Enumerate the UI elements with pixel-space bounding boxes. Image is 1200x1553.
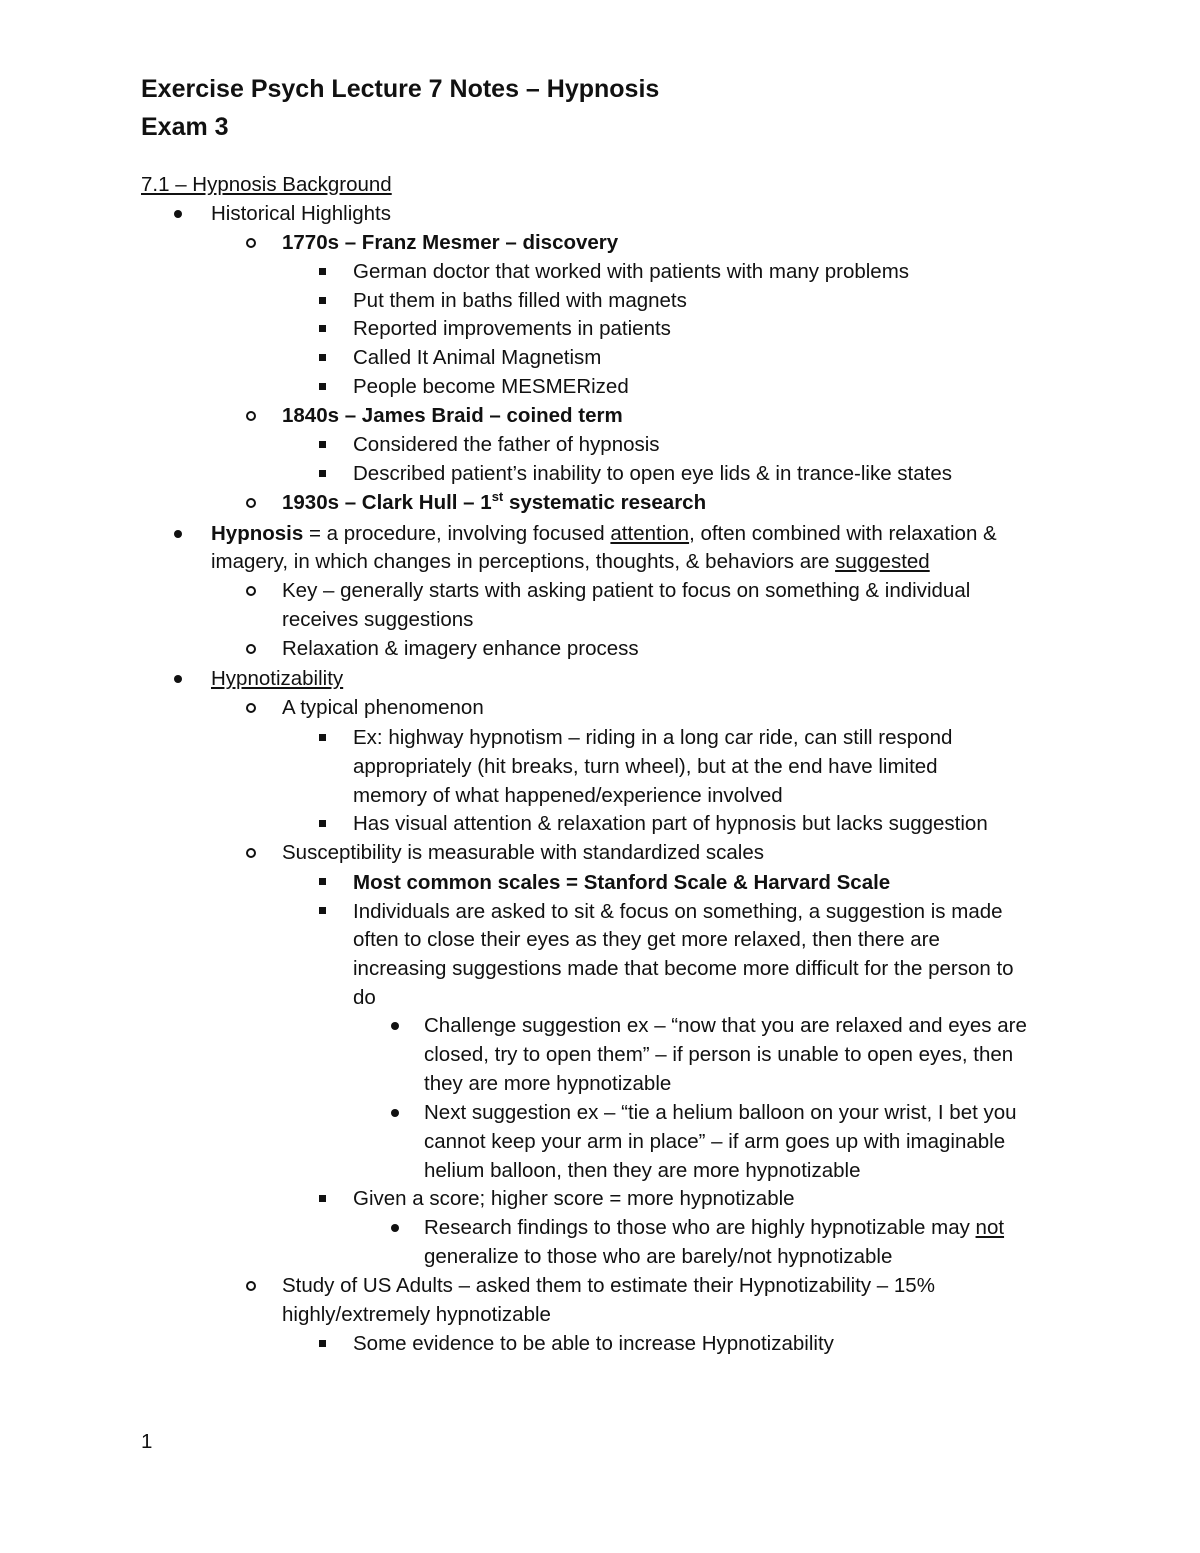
score-item: Given a score; higher score = more hypnotizable [353, 1187, 795, 1210]
bullet-square [319, 470, 326, 477]
bullet-disc [391, 1109, 399, 1117]
document-subtitle: Exam 3 [141, 113, 229, 141]
bullet-square [319, 268, 326, 275]
hypnotizability-label: Hypnotizability [211, 667, 344, 690]
braid-title: 1840s – James Braid – coined term [282, 404, 623, 427]
bullet-circle [246, 848, 256, 858]
study-line-1: Study of US Adults – asked them to estimate their Hypnotizability – 15% [282, 1274, 935, 1297]
challenge-line-1: Challenge suggestion ex – “now that you are relaxed and eyes are [424, 1014, 1027, 1037]
common-scales-item: Most common scales = Stanford Scale & Harvard Scale [353, 871, 891, 894]
list-item: Reported improvements in patients [353, 317, 671, 340]
relaxation-item: Relaxation & imagery enhance process [282, 637, 639, 660]
bullet-disc [391, 1224, 399, 1232]
example-line-2: appropriately (hit breaks, turn wheel), but at the end have limited [353, 755, 938, 778]
example-line-1: Ex: highway hypnotism – riding in a long car ride, can still respond [353, 726, 953, 749]
list-item: People become MESMERized [353, 375, 629, 398]
typical-phenomenon: A typical phenomenon [282, 696, 484, 719]
hull-title: 1930s – Clark Hull – 1st systematic research [282, 489, 707, 514]
bullet-disc [174, 675, 182, 683]
historical-highlights-label: Historical Highlights [211, 202, 392, 225]
individuals-line-2: often to close their eyes as they get more relaxed, then there are [353, 928, 940, 951]
bullet-circle [246, 644, 256, 654]
hypnosis-definition-line-2: imagery, in which changes in perceptions, thoughts, & behaviors are suggested [211, 550, 930, 573]
individuals-line-1: Individuals are asked to sit & focus on something, a suggestion is made [353, 900, 1003, 923]
hypnosis-definition-line-1: Hypnosis = a procedure, involving focused attention, often combined with relaxation & [211, 522, 997, 545]
section-heading: 7.1 – Hypnosis Background [141, 173, 392, 196]
document-title: Exercise Psych Lecture 7 Notes – Hypnosis [141, 75, 660, 103]
bullet-circle [246, 703, 256, 713]
list-item: Put them in baths filled with magnets [353, 289, 687, 312]
bullet-circle [246, 238, 256, 248]
key-line-2: receives suggestions [282, 608, 474, 631]
bullet-square [319, 354, 326, 361]
next-suggestion-line-1: Next suggestion ex – “tie a helium balloon on your wrist, I bet you [424, 1101, 1017, 1124]
bullet-circle [246, 498, 256, 508]
list-item: Considered the father of hypnosis [353, 433, 660, 456]
mesmer-title: 1770s – Franz Mesmer – discovery [282, 231, 619, 254]
list-item: Described patient’s inability to open eye lids & in trance-like states [353, 462, 952, 485]
bullet-circle [246, 586, 256, 596]
bullet-square [319, 820, 326, 827]
bullet-square [319, 907, 326, 914]
evidence-item: Some evidence to be able to increase Hypnotizability [353, 1332, 834, 1355]
bullet-disc [174, 210, 182, 218]
bullet-square [319, 383, 326, 390]
bullet-square [319, 325, 326, 332]
bullet-circle [246, 411, 256, 421]
next-suggestion-line-2: cannot keep your arm in place” – if arm goes up with imaginable [424, 1130, 1006, 1153]
visual-attention-item: Has visual attention & relaxation part of hypnosis but lacks suggestion [353, 812, 988, 835]
page-number: 1 [141, 1430, 153, 1453]
bullet-square [319, 1340, 326, 1347]
bullet-disc [174, 530, 182, 538]
bullet-square [319, 878, 326, 885]
bullet-square [319, 734, 326, 741]
individuals-line-3: increasing suggestions made that become more difficult for the person to [353, 957, 1014, 980]
bullet-disc [391, 1022, 399, 1030]
research-line-2: generalize to those who are barely/not hypnotizable [424, 1245, 893, 1268]
bullet-circle [246, 1281, 256, 1291]
bullet-square [319, 297, 326, 304]
next-suggestion-line-3: helium balloon, then they are more hypnotizable [424, 1159, 861, 1182]
study-line-2: highly/extremely hypnotizable [282, 1303, 551, 1326]
challenge-line-2: closed, try to open them” – if person is unable to open eyes, then [424, 1043, 1014, 1066]
bullet-square [319, 441, 326, 448]
individuals-line-4: do [353, 986, 376, 1009]
challenge-line-3: they are more hypnotizable [424, 1072, 672, 1095]
list-item: Called It Animal Magnetism [353, 346, 602, 369]
bullet-square [319, 1195, 326, 1202]
research-line-1: Research findings to those who are highly hypnotizable may not [424, 1216, 1005, 1239]
susceptibility-item: Susceptibility is measurable with standardized scales [282, 841, 764, 864]
example-line-3: memory of what happened/experience involved [353, 784, 783, 807]
list-item: German doctor that worked with patients with many problems [353, 260, 910, 283]
key-line-1: Key – generally starts with asking patient to focus on something & individual [282, 579, 971, 602]
